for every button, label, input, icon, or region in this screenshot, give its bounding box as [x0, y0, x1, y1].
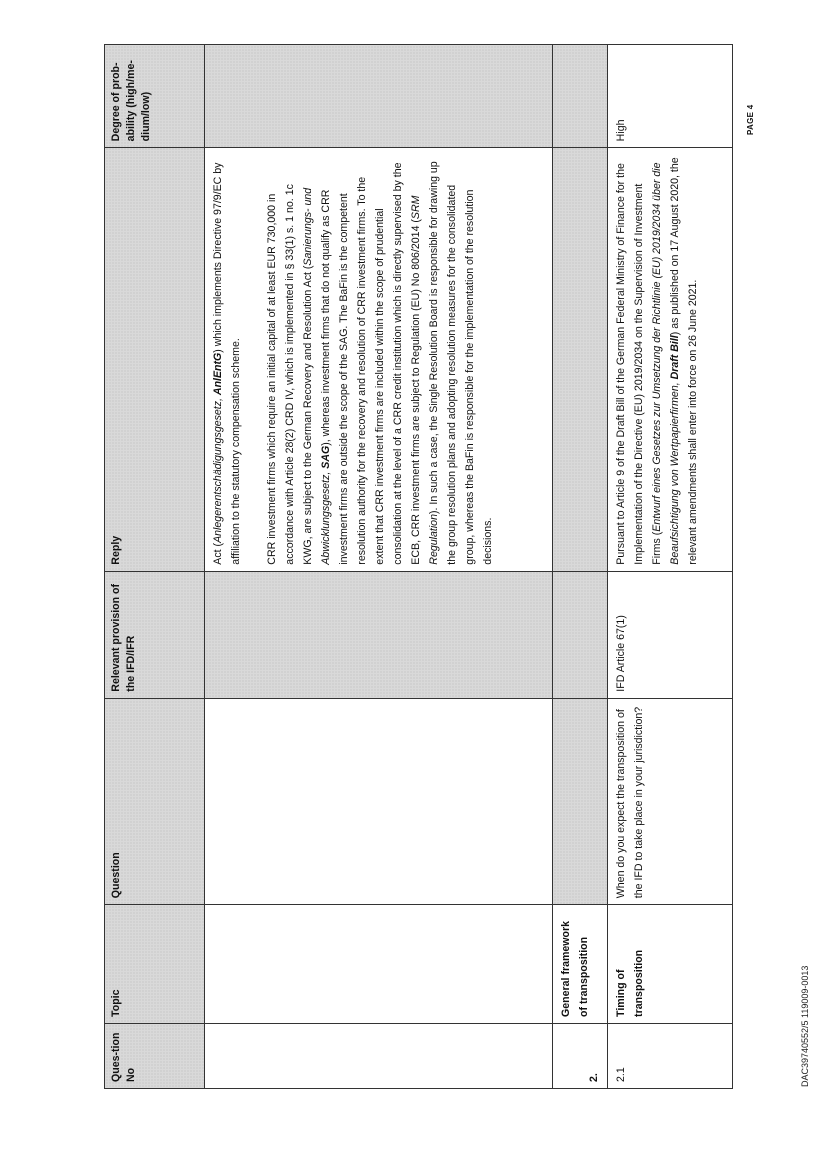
row-2-1-question: When do you expect the transposition of the IFD to take place in your jurisdiction? — [608, 698, 733, 905]
reply-paragraph-1: Act (Anlegerentschädigungsgesetz, AnlEntG) which implements Directive 97/9/EC by affiliation to the statutory compensation scheme. — [212, 162, 242, 565]
section-2-row — [553, 45, 608, 1089]
header-probability: Degree of prob-ability (high/me-dium/low) — [105, 45, 205, 148]
row-2-1-number: 2.1 — [608, 1023, 733, 1088]
section-2-topic: General framework of transposition — [553, 905, 608, 1024]
header-question-no: Ques-tion No — [105, 1023, 205, 1088]
header-topic: Topic — [105, 905, 205, 1024]
header-question: Question — [105, 698, 205, 905]
section-2-provision-cell — [553, 571, 608, 698]
continuation-row — [205, 45, 553, 1089]
row-2-1-topic: Timing of transposition — [608, 905, 733, 1024]
cont-provision-cell — [205, 571, 553, 698]
row-2-1 — [608, 45, 733, 1089]
section-2-question-cell — [553, 698, 608, 905]
header-row — [105, 45, 205, 1089]
row-2-1-provision: IFD Article 67(1) — [608, 571, 733, 698]
header-provision: Relevant provision of the IFD/IFR — [105, 571, 205, 698]
reply-paragraph-2: CRR investment firms which require an initial capital of at least EUR 730,000 in accordance with Article 28(2) CRD IV, which is implemented in § 33(1) s. 1 no. 1c KWG, are subject to the German Recovery and Resolution Act (Sanierungs- und Abwicklungsgesetz, SAG), whereas investment firms that do not qualify as CRR investment firms are outside the scope of the SAG. The BaFin is the competent resolution authority for the recovery and resolution of CRR investment firms. To the extent that CRR investment firms are included within the scope of prudential consolidation at the level of a CRR credit institution which is directly supervised by the ECB, CRR investment firms are subject to Regulation (EU) No 806/2014 (SRM Regulation). In such a case, the Single Resolution Board is responsible for drawing up the group resolution plans and adopting resolution measures for the consolidated group, whereas the BaFin is responsible for the implementation of the resolution decisions. — [266, 161, 494, 565]
document-id: DAC39740552/5 119009-0013 — [800, 965, 810, 1087]
cont-probability-cell — [205, 45, 553, 148]
cont-reply-cell — [205, 148, 553, 571]
section-2-reply-cell — [553, 148, 608, 571]
cont-topic-cell — [205, 905, 553, 1024]
row-2-1-probability: High — [608, 45, 733, 148]
row-2-1-reply: Pursuant to Article 9 of the Draft Bill of the German Federal Ministry of Finance for the Implementation of the Directive (EU) 2019/2034 on the Supervision of Investment Firms (Entwurf eines Gesetzes zur Umsetzung der Richtlinie (EU) 2019/2034 über die Beaufsichtigung von Wertpapierfirmen, Draft Bill) as published on 17 August 2020, the relevant amendments shall enter into force on 26 June 2021. — [608, 148, 733, 571]
transposition-table — [104, 44, 733, 1089]
cont-question-cell — [205, 698, 553, 905]
cont-no-cell — [205, 1023, 553, 1088]
section-2-number: 2. — [553, 1023, 608, 1088]
section-2-probability-cell — [553, 45, 608, 148]
header-reply: Reply — [105, 148, 205, 571]
page-number: PAGE 4 — [746, 104, 755, 135]
